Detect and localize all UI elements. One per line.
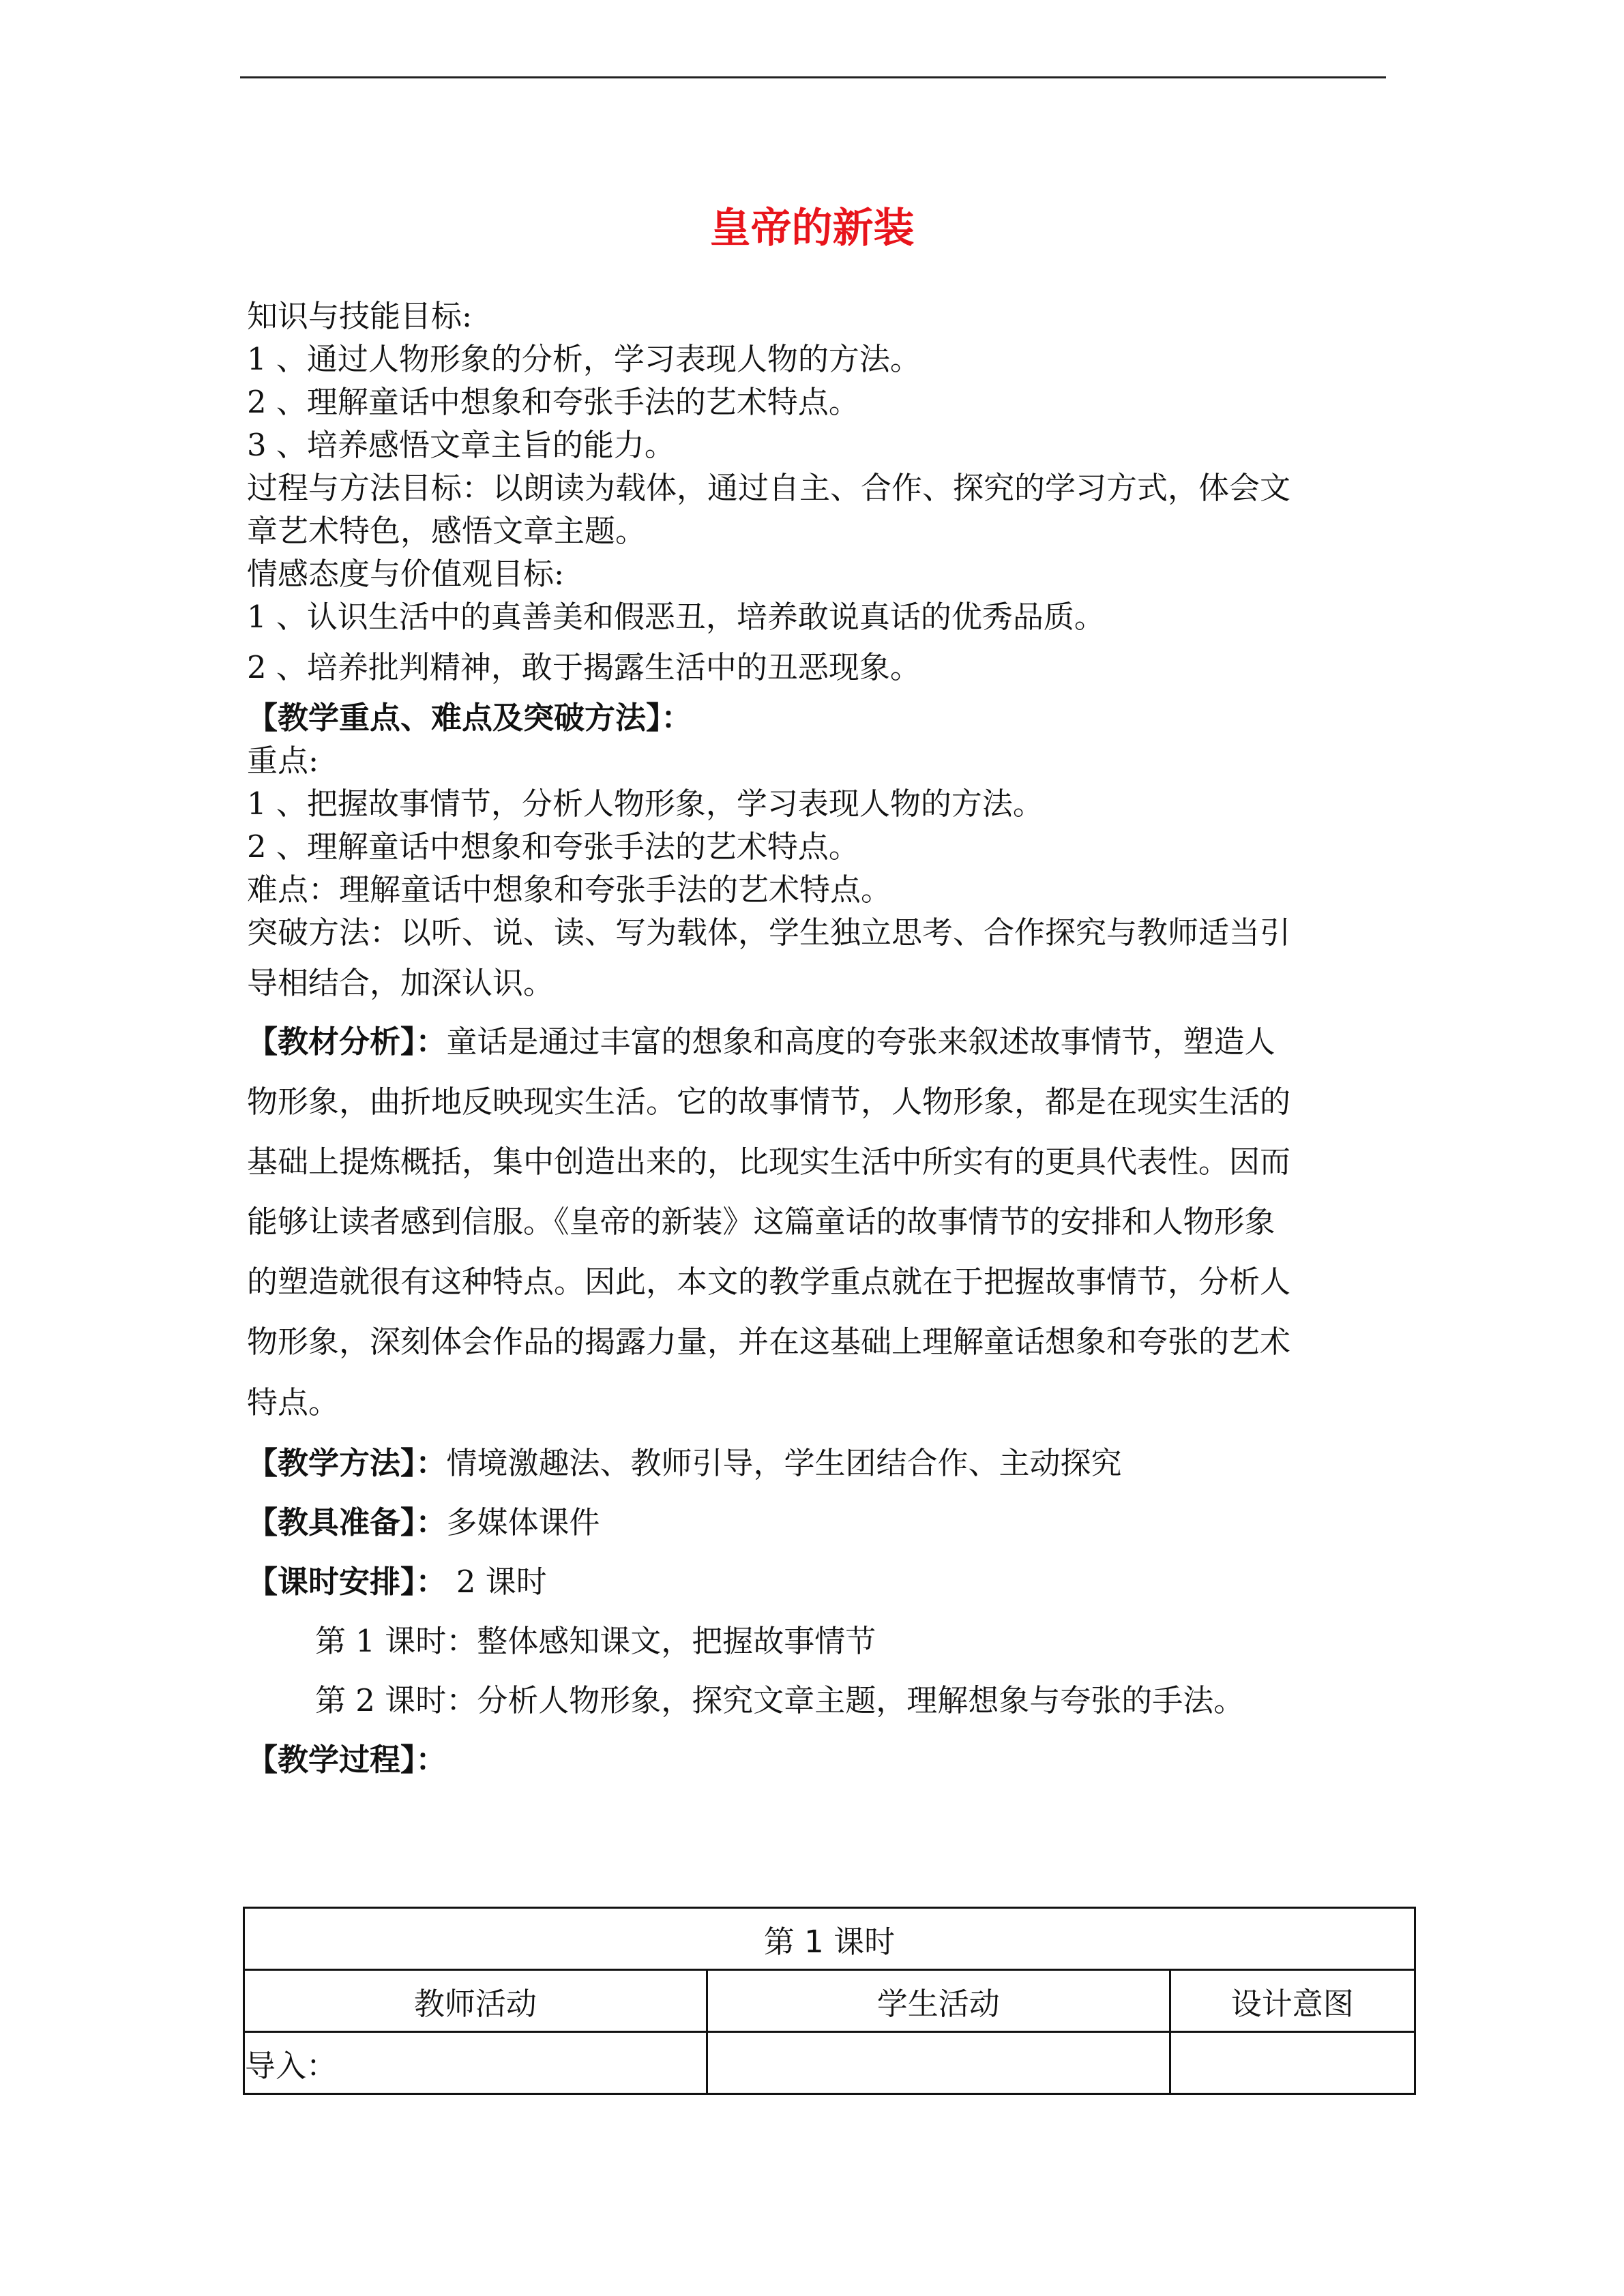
schedule-label: 【课时安排】： xyxy=(247,1564,447,1600)
analysis-label: 【教材分析】： xyxy=(247,1024,447,1060)
column-header-teacher: 教师活动 xyxy=(244,1970,707,2032)
difficulty-line: 难点：理解童话中想象和夸张手法的艺术特点。 xyxy=(247,871,892,908)
knowledge-item: 1 、通过人物形象的分析，学习表现人物的方法。 xyxy=(247,341,921,377)
schedule-session: 第 2 课时：分析人物形象，探究文章主题，理解想象与夸张的手法。 xyxy=(315,1682,1245,1718)
materials-label: 【教具准备】： xyxy=(247,1504,447,1540)
emphasis-heading: 重点: xyxy=(247,743,319,779)
teaching-method-label: 【教学方法】： xyxy=(247,1445,447,1481)
process-objective-line: 章艺术特色，感悟文章主题。 xyxy=(247,513,647,549)
analysis-line: 基础上提炼概括，集中创造出来的，比现实生活中所实有的更具代表性。因而 xyxy=(247,1144,1291,1180)
schedule-text: 2 课时 xyxy=(446,1564,547,1600)
lesson-table-columns xyxy=(244,1970,1415,2032)
materials-line xyxy=(247,1493,1365,1552)
method-line: 导相结合，加深认识。 xyxy=(247,965,555,1001)
lesson-table xyxy=(243,1907,1416,2095)
key-points-heading: 【教学重点、难点及突破方法】： xyxy=(247,700,692,736)
schedule-session: 第 1 课时：整体感知课文，把握故事情节 xyxy=(315,1623,876,1659)
process-objective-line: 过程与方法目标：以朗读为载体，通过自主、合作、探究的学习方式，体会文 xyxy=(247,470,1291,506)
analysis-line: 物形象，深刻体会作品的揭露力量，并在这基础上理解童话想象和夸张的艺术 xyxy=(247,1324,1291,1360)
column-header-student: 学生活动 xyxy=(707,1970,1170,2032)
table-cell-design xyxy=(1170,2032,1415,2094)
method-line: 突破方法：以听、说、读、写为载体，学生独立思考、合作探究与教师适当引 xyxy=(247,914,1291,951)
emotion-item: 1 、认识生活中的真善美和假恶丑，培养敢说真话的优秀品质。 xyxy=(247,599,1105,635)
knowledge-item: 2 、理解童话中想象和夸张手法的艺术特点。 xyxy=(247,384,859,420)
analysis-line: 物形象，曲折地反映现实生活。它的故事情节，人物形象，都是在现实生活的 xyxy=(247,1084,1291,1120)
table-row xyxy=(244,2032,1415,2094)
teaching-method-line xyxy=(247,1433,1365,1493)
analysis-line xyxy=(247,1012,1365,1072)
column-header-design: 设计意图 xyxy=(1170,1970,1415,2032)
analysis-line: 特点。 xyxy=(247,1384,340,1420)
knowledge-item: 3 、培养感悟文章主旨的能力。 xyxy=(247,427,675,463)
emphasis-item: 2 、理解童话中想象和夸张手法的艺术特点。 xyxy=(247,829,859,865)
emphasis-item: 1 、把握故事情节，分析人物形象，学习表现人物的方法。 xyxy=(247,786,1044,822)
analysis-line: 能够让读者感到信服。《皇帝的新装》这篇童话的故事情节的安排和人物形象 xyxy=(247,1204,1275,1240)
teaching-method-text: 情境激趣法、教师引导，学生团结合作、主动探究 xyxy=(446,1445,1122,1481)
analysis-line: 的塑造就很有这种特点。因此，本文的教学重点就在于把握故事情节，分析人 xyxy=(247,1264,1291,1300)
header-rule xyxy=(240,76,1386,78)
knowledge-heading: 知识与技能目标: xyxy=(247,298,473,334)
document-title: 皇帝的新装 xyxy=(709,205,915,252)
materials-text: 多媒体课件 xyxy=(446,1504,600,1540)
emotion-item: 2 、培养批判精神，敢于揭露生活中的丑恶现象。 xyxy=(247,649,921,685)
lesson-table-header: 第 1 课时 xyxy=(244,1908,1415,1970)
lesson-table-header-row xyxy=(244,1908,1415,1970)
schedule-line xyxy=(247,1552,1365,1611)
document-body xyxy=(247,295,1365,1789)
analysis-text: 童话是通过丰富的想象和高度的夸张来叙述故事情节，塑造人 xyxy=(446,1024,1275,1060)
emotion-heading: 情感态度与价值观目标: xyxy=(247,556,565,592)
table-cell-student xyxy=(707,2032,1170,2094)
table-cell-teacher: 导入： xyxy=(244,2032,707,2094)
teaching-process-heading: 【教学过程】： xyxy=(247,1742,447,1778)
